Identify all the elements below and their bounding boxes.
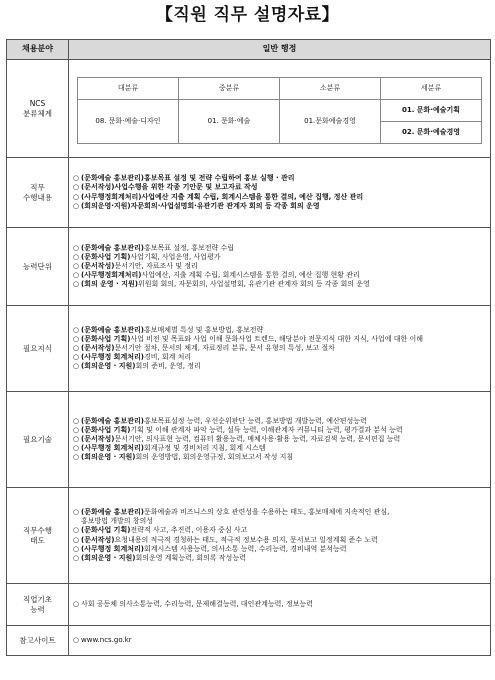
ncs-label: NCS 분류체계 <box>7 60 69 158</box>
ncs-middle-value: 01. 문화·예술 <box>179 100 280 144</box>
circle-bullet-icon: ○ <box>73 416 80 425</box>
ability-content <box>69 228 491 306</box>
knowledge-item: ○ (회의운영 · 지원) 회의 준비, 운영, 정리 <box>73 362 201 371</box>
ncs-major-value: 08. 문화·예술·디자인 <box>78 100 179 144</box>
skill-item: ○ (사무행정 회계처리) 회계규정 및 경비처리 지침, 회계 시스템 <box>73 444 266 453</box>
ability-item: ○ (문화예술 홍보관리) 홍보목표 설정, 홍보전략 수립 <box>73 243 234 252</box>
duty-item: ○ (회의운영·지원) 자문회의·사업설명회·유관기관 관계자 회의 등 각종 회의 운영 <box>73 201 320 210</box>
field-header-value: 일반 행정 <box>69 40 491 60</box>
circle-bullet-icon: ○ <box>73 508 80 517</box>
skill-label: 필요기술 <box>7 392 69 488</box>
circle-bullet-icon: ○ <box>73 453 80 462</box>
knowledge-label: 필요지식 <box>7 306 69 392</box>
circle-bullet-icon: ○ <box>73 243 80 252</box>
skill-item: ○ (문화예술 홍보관리) 홍보목표설정 능력, 우선순위판단 능력, 홍보방법 개발능력, 예산편성능력 <box>73 416 367 425</box>
circle-bullet-icon: ○ <box>73 334 80 343</box>
circle-bullet-icon: ○ <box>73 174 80 183</box>
ability-item: ○ (사무행정회계처리) 사업예산, 지출 계획 수립, 회계시스템을 통한 결의, 예산 집행 현황 관리 <box>73 271 360 280</box>
knowledge-item: ○ (문화예술 홍보관리) 홍보매체별 특성 및 홍보방법, 홍보전략 <box>73 325 264 334</box>
circle-bullet-icon: ○ <box>73 252 80 261</box>
circle-bullet-icon: ○ <box>73 192 80 201</box>
circle-bullet-icon: ○ <box>73 261 80 270</box>
circle-bullet-icon: ○ <box>73 362 80 371</box>
duty-item: ○ (문화예술 홍보관리) 홍보목표 설정 및 전략 수립하여 홍보 실행 · 관리 <box>73 174 295 183</box>
attitude-item: ○ (문서작성) 요청내용의 적극적 경청하는 태도, 적극적 정보수용 의지, 문서보고 일정계획 준수 노력 <box>73 535 378 544</box>
circle-bullet-icon: ○ <box>73 353 80 362</box>
ncs-col-major: 대분류 <box>78 78 179 100</box>
ncs-detail-value-2: 02. 문화·예술경영 <box>381 122 482 144</box>
circle-bullet-icon: ○ <box>73 444 80 453</box>
skill-item: ○ (문서작성) 문서기안, 의사표현 능력, 컴퓨터 활용능력, 매체사용·활용 능력, 자료검색 능력, 문서편집 능력 <box>73 434 401 443</box>
attitude-item: ○ (사무행정 회계처리) 회계시스템 사용능력, 의사소통 능력, 수리능력, 경비내역 분석능력 <box>73 544 347 553</box>
skill-content <box>69 392 491 488</box>
ncs-col-middle: 중분류 <box>179 78 280 100</box>
attitude-item-continued: 홍보방법 개발의 창의성 <box>81 517 154 526</box>
basic-ability-content: ○ 사회 공동체 의사소통능력, 수리능력, 문제해결능력, 대인관계능력, 정보능력 <box>69 584 491 626</box>
circle-bullet-icon: ○ <box>73 201 80 210</box>
circle-bullet-icon: ○ <box>73 544 80 553</box>
attitude-item: ○ (문화사업 기획) 전략적 사고, 추진력, 이용자 중심 사고 <box>73 526 248 535</box>
circle-bullet-icon: ○ <box>73 425 80 434</box>
skill-item: ○ (회의운영 · 지원) 회의 운영방법, 회의운영규정, 회의보고서 작성 지침 <box>73 453 294 462</box>
reference-content <box>69 626 491 656</box>
basic-ability-label: 직업기초 능력 <box>7 584 69 626</box>
job-description-table <box>6 39 491 656</box>
circle-bullet-icon: ○ <box>73 553 80 562</box>
knowledge-content <box>69 306 491 392</box>
attitude-item: ○ (회의운영 · 지원) 회의운영 계획능력, 회의록 작성능력 <box>73 553 246 562</box>
skill-item: ○ (문화사업 기획) 기획 및 이해 관계자 파악 능력, 설득 능력, 이해관계자 커뮤니티 능력, 평가결과 분석 능력 <box>73 425 403 434</box>
circle-bullet-icon: ○ <box>73 535 80 544</box>
circle-bullet-icon: ○ <box>73 526 80 535</box>
circle-bullet-icon: ○ <box>73 325 80 334</box>
circle-bullet-icon: ○ <box>73 599 80 608</box>
field-header-label: 채용분야 <box>7 40 69 60</box>
ncs-col-detail: 세분류 <box>381 78 482 100</box>
circle-bullet-icon: ○ <box>73 271 80 280</box>
circle-bullet-icon: ○ <box>73 343 80 352</box>
knowledge-item: ○ (사무행정 회계처리) 경비, 회계 처리 <box>73 353 192 362</box>
ability-label: 능력단위 <box>7 228 69 306</box>
document-title: 【직원 직무 설명자료】 <box>155 5 340 25</box>
circle-bullet-icon: ○ <box>73 280 80 289</box>
duty-label: 직무 수행내용 <box>7 158 69 228</box>
ability-item: ○ (문서작성) 문서기안, 자료조사 및 정리 <box>73 261 198 270</box>
duty-item: ○ (사무행정회계처리) 사업예산 지출 계획 수립, 회계시스템을 통한 결의, 예산 집행, 정산 관리 <box>73 192 364 201</box>
duty-content <box>69 158 491 228</box>
ncs-minor-value: 01.문화예술경영 <box>280 100 381 144</box>
reference-label: 참고사이트 <box>7 626 69 656</box>
attitude-content <box>69 488 491 584</box>
attitude-item: ○ (문화예술 홍보관리) 문화예술과 비즈니스의 상호 관련성을 수용하는 태도, 홍보매체에 지속적인 관심, <box>73 508 390 517</box>
attitude-label: 직무수행 태도 <box>7 488 69 584</box>
ncs-detail-value-1: 01. 문화·예술기획 <box>381 100 482 122</box>
ncs-col-minor: 소분류 <box>280 78 381 100</box>
ncs-cell <box>69 60 491 158</box>
circle-bullet-icon: ○ <box>73 635 80 644</box>
knowledge-item: ○ (문서작성) 문서기안 절차, 문서의 체계, 자료정리 분류, 문서 유형의 특성, 보고 절차 <box>73 343 335 352</box>
duty-item: ○ (문서작성) 사업수행을 위한 각종 기안문 및 보고자료 작성 <box>73 183 258 192</box>
circle-bullet-icon: ○ <box>73 434 80 443</box>
ncs-table <box>77 77 482 144</box>
circle-bullet-icon: ○ <box>73 183 80 192</box>
ability-item: ○ (회의 운영 · 지원) 위원회 회의, 자문회의, 사업설명회, 유관기관 관계자 회의 등 각종 회의 운영 <box>73 280 370 289</box>
ability-item: ○ (문화사업 기획) 사업기획, 사업운영, 사업평가 <box>73 252 221 261</box>
knowledge-item: ○ (문화사업 기획) 사업 비전 및 목표와 사업 이해 문화사업 트렌드, 해당분야 전문지식 대한 지식, 사업에 대한 이해 <box>73 334 423 343</box>
reference-link[interactable]: www.ncs.go.kr <box>81 635 132 644</box>
